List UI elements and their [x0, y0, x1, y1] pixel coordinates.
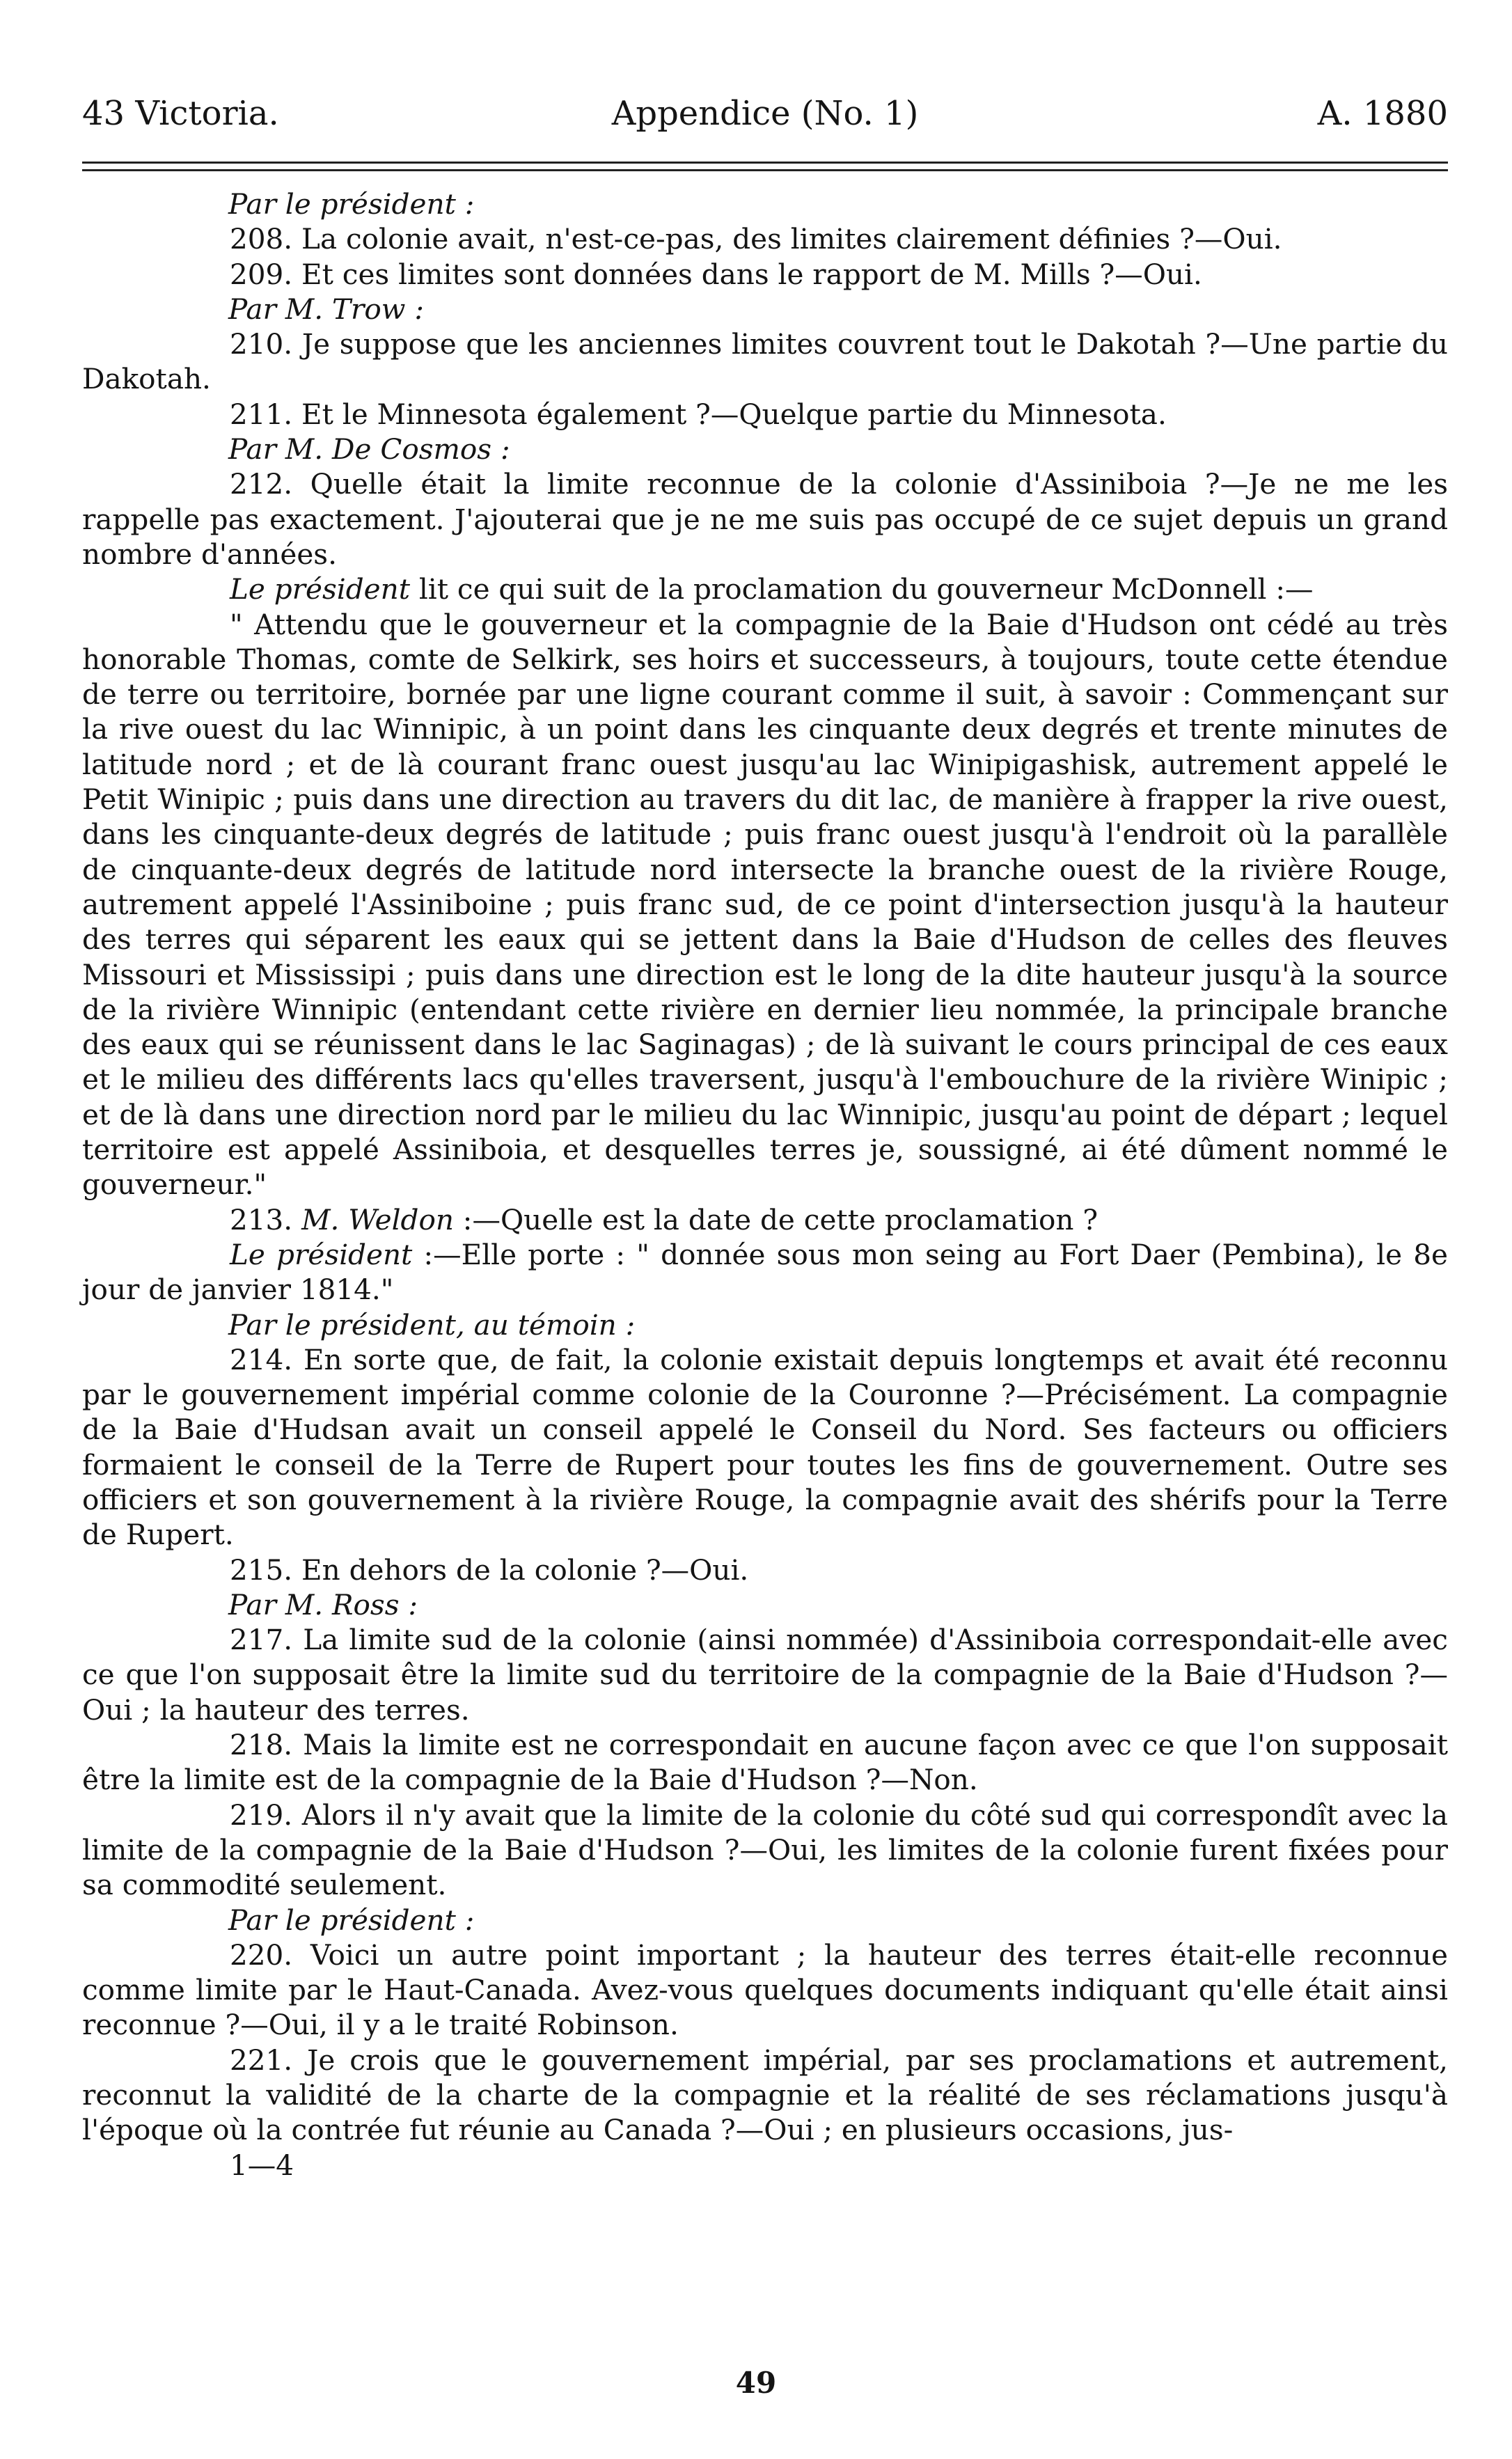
question-209: 209. Et ces limites sont données dans le rapport de M. Mills ?—Oui.: [230, 257, 1202, 291]
header-year: A. 1880: [1317, 94, 1448, 133]
speaker-heading: Par M. Ross :: [228, 1587, 418, 1621]
header-title: Appendice (No. 1): [611, 94, 919, 133]
question-208: 208. La colonie avait, n'est-ce-pas, des limites clairement définies ?—Oui.: [230, 222, 1282, 256]
question-213-number: 213.: [230, 1202, 302, 1236]
header-rule-bottom: [82, 169, 1448, 171]
header-rule-top: [82, 162, 1448, 164]
president-reading-text: lit ce qui suit de la proclamation du gouverneur McDonnell :—: [409, 572, 1314, 606]
speaker-heading: Par le président, au témoin :: [228, 1307, 636, 1342]
speaker-heading: Par le président :: [228, 187, 475, 221]
header-session: 43 Victoria.: [82, 94, 279, 133]
question-219: 219. Alors il n'y avait que la limite de la colonie du côté sud qui correspondît avec la limite de la compagnie de la Baie d'Hudson ?—Oui, les limites de la colonie furent fixées pour sa commodité seulement.: [82, 1798, 1448, 1902]
question-210: 210. Je suppose que les anciennes limites couvrent tout le Dakotah ?—Une partie du Dakotah.: [82, 327, 1448, 396]
running-header: [82, 89, 1448, 138]
question-211: 211. Et le Minnesota également ?—Quelque partie du Minnesota.: [230, 397, 1167, 431]
president-reading: [82, 572, 1448, 606]
question-212: 212. Quelle était la limite reconnue de la colonie d'Assiniboia ?—Je ne me les rappelle pas exactement. J'ajouterai que je ne me suis pas occupé de ce sujet depuis un grand nombre d'années.: [82, 467, 1448, 571]
signature-mark: 1—4: [230, 2148, 294, 2182]
question-213-speaker: M. Weldon: [301, 1202, 454, 1236]
page-number: 49: [735, 2366, 777, 2400]
question-215: 215. En dehors de la colonie ?—Oui.: [230, 1553, 749, 1587]
question-221: 221. Je crois que le gouvernement impérial, par ses proclamations et autrement, reconnut la validité de la charte de la compagnie et la réalité de ses réclamations jusqu'à l'époque où la contrée fut réunie au Canada ?—Oui ; en plusieurs occasions, jus-: [82, 2043, 1448, 2147]
president-answer-text: :—Elle porte : " donnée sous mon seing au Fort Daer (Pembina), le 8e jour de janvier 1814.": [82, 1237, 1448, 1307]
page-body: [82, 187, 1448, 2183]
question-218: 218. Mais la limite est ne correspondait en aucune façon avec ce que l'on supposait être la limite est de la compagnie de la Baie d'Hudson ?—Non.: [82, 1728, 1448, 1797]
president-label: Le président: [230, 1237, 413, 1271]
question-213-text: :—Quelle est la date de cette proclamation ?: [453, 1202, 1098, 1236]
president-answer: [82, 1237, 1448, 1307]
question-217: 217. La limite sud de la colonie (ainsi nommée) d'Assiniboia correspondait-elle avec ce que l'on supposait être la limite sud du territoire de la compagnie de la Baie d'Hudson ?—Oui ; la hauteur des terres.: [82, 1623, 1448, 1727]
speaker-heading: Par M. Trow :: [228, 292, 424, 326]
president-label: Le président: [230, 572, 410, 606]
question-213: [82, 1202, 1448, 1237]
question-220: 220. Voici un autre point important ; la hauteur des terres était-elle reconnue comme limite par le Haut-Canada. Avez-vous quelques documents indiquant qu'elle était ainsi reconnue ?—Oui, il y a le traité Robinson.: [82, 1938, 1448, 2042]
proclamation-quote: " Attendu que le gouverneur et la compagnie de la Baie d'Hudson ont cédé au très honorable Thomas, comte de Selkirk, ses hoirs et successeurs, à toujours, toute cette étendue de terre ou territoire, bornée par une ligne courant comme il suit, à savoir : Commençant sur la rive ouest du lac Winnipic, à un point dans les cinquante deux degrés et trente minutes de latitude nord ; et de là courant franc ouest jusqu'au lac Winipigashisk, autrement appelé le Petit Winipic ; puis dans une direction au travers du dit lac, de manière à frapper la rive ouest, dans les cinquante-deux degrés de latitude ; puis franc ouest jusqu'à l'endroit où la parallèle de cinquante-deux degrés de latitude nord intersecte la branche ouest de la rivière Rouge, autrement appelé l'Assiniboine ; puis franc sud, de ce point d'intersection jusqu'à la hauteur des terres qui séparent les eaux qui se jettent dans la Baie d'Hudson de celles des fleuves Missouri et Mississipi ; puis dans une direction est le long de la dite hauteur jusqu'à la source de la rivière Winnipic (entendant cette rivière en dernier lieu nommée, la principale branche des eaux qui se réunissent dans le lac Saginagas) ; de là suivant le cours principal de ces eaux et le milieu des différents lacs qu'elles traversent, jusqu'à l'embouchure de la rivière Winipic ; et de là dans une direction nord par le milieu du lac Winnipic, jusqu'au point de départ ; lequel territoire est appelé Assiniboia, et desquelles terres je, soussigné, ai été dûment nommé le gouverneur.": [82, 607, 1448, 1202]
question-214: 214. En sorte que, de fait, la colonie existait depuis longtemps et avait été reconnu par le gouvernement impérial comme colonie de la Couronne ?—Précisément. La compagnie de la Baie d'Hudsan avait un conseil appelé le Conseil du Nord. Ses facteurs ou officiers formaient le conseil de la Terre de Rupert pour toutes les fins de gouvernement. Outre ses officiers et son gouvernement à la rivière Rouge, la compagnie avait des shérifs pour la Terre de Rupert.: [82, 1342, 1448, 1552]
speaker-heading: Par M. De Cosmos :: [228, 432, 510, 466]
speaker-heading: Par le président :: [228, 1903, 475, 1937]
